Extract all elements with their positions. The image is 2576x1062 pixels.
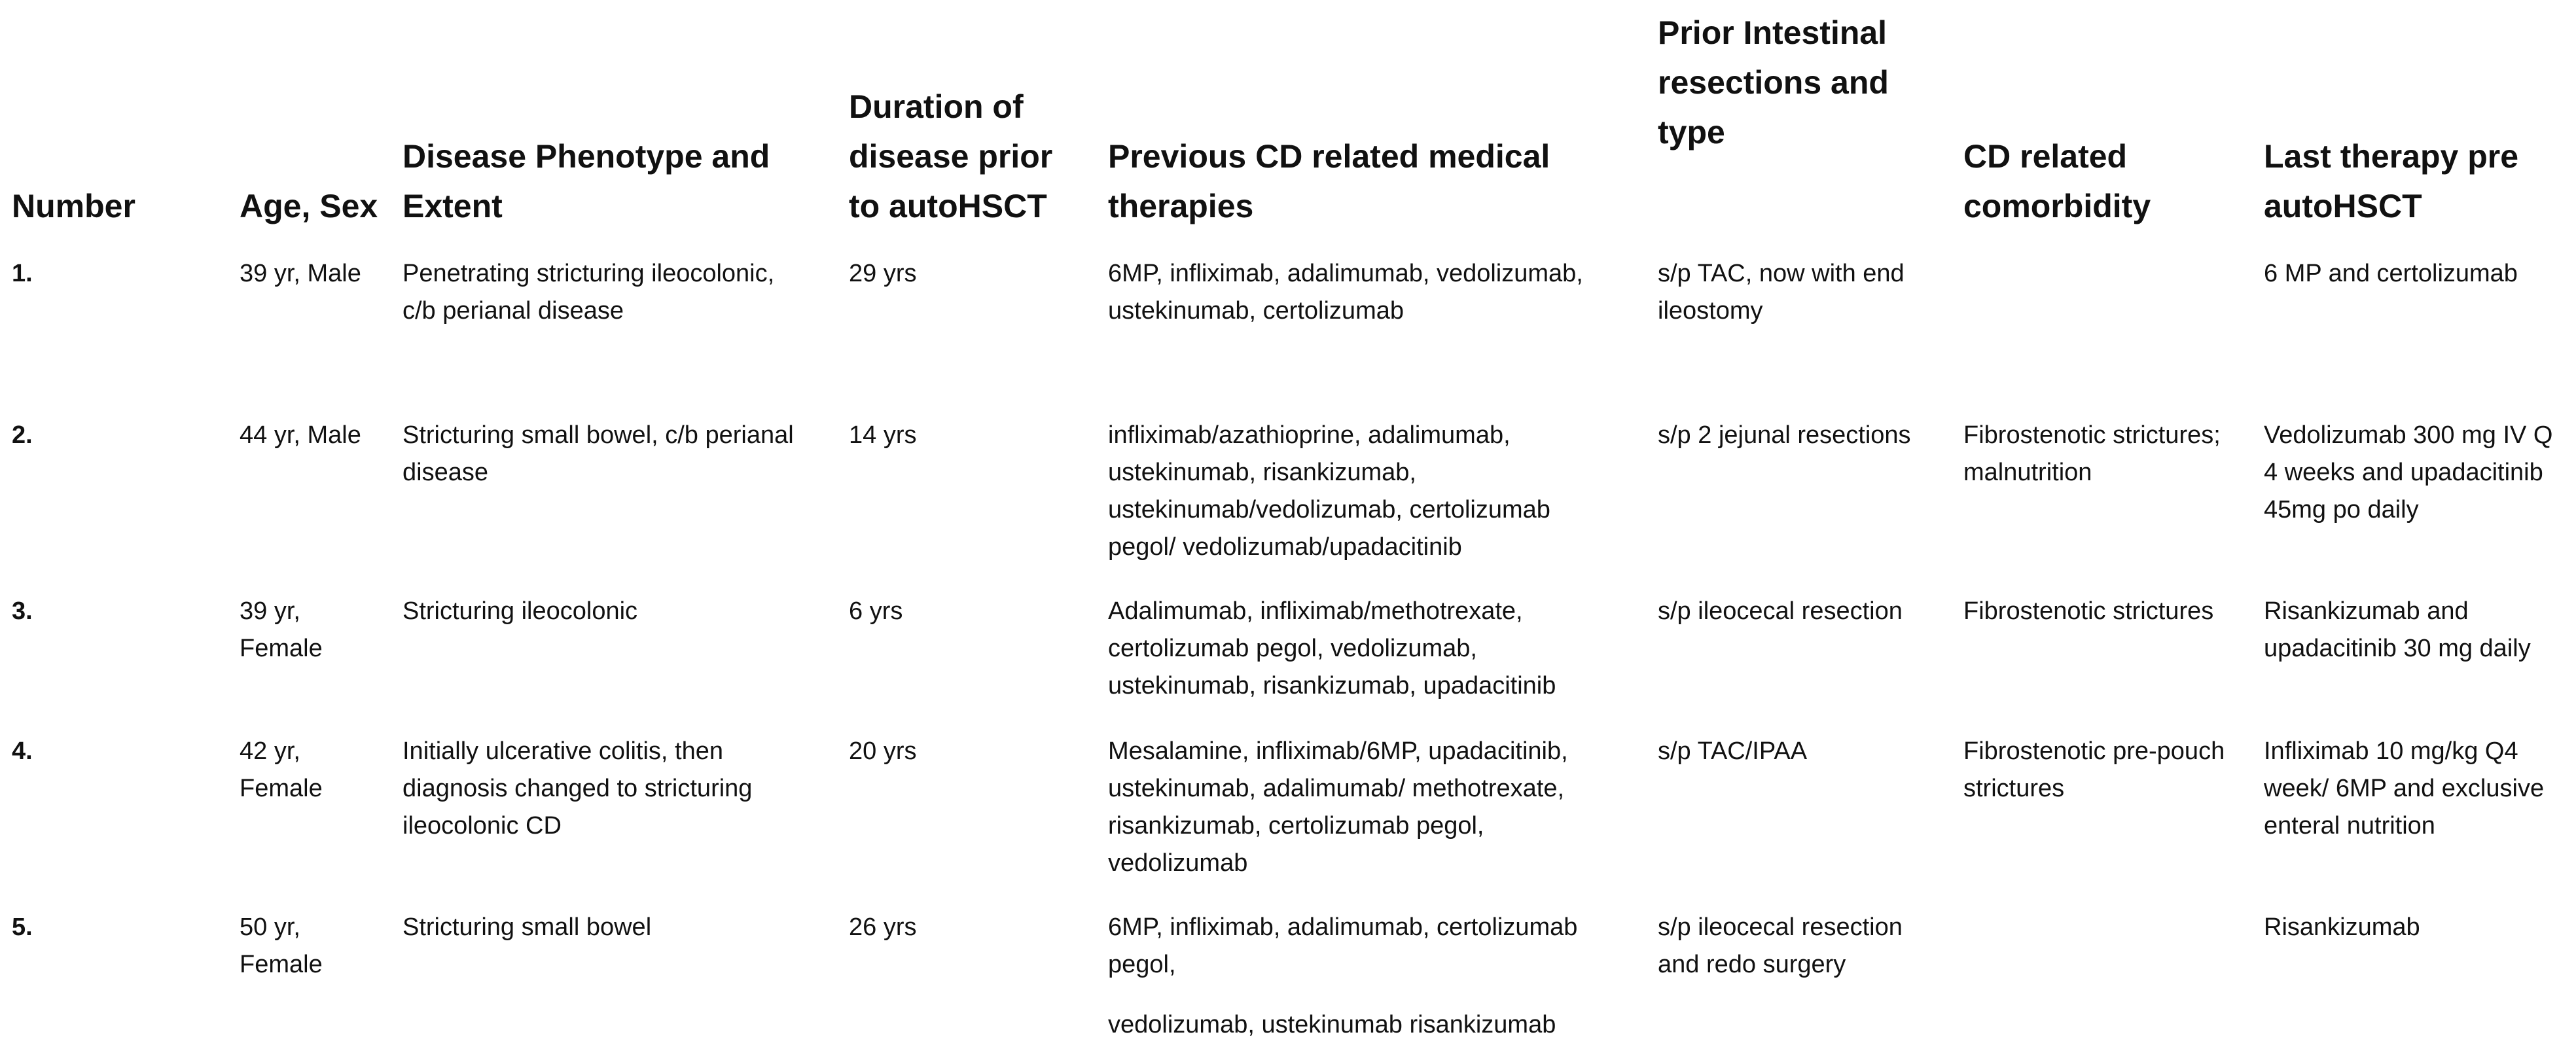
- row3-duration: 6 yrs: [849, 597, 903, 625]
- row2-duration: 14 yrs: [849, 421, 917, 449]
- row4-duration: 20 yrs: [849, 737, 917, 765]
- row5-therapies-continued: vedolizumab, ustekinumab risankizumab: [1108, 1011, 1556, 1038]
- row3-age-sex: 39 yr, Female: [240, 597, 323, 662]
- header-last-therapy: Last therapy pre autoHSCT: [2264, 138, 2519, 224]
- row3-comorbidity: Fibrostenotic strictures: [1963, 597, 2214, 625]
- row3-resections: s/p ileocecal resection: [1658, 597, 1903, 625]
- header-disease-phenotype: Disease Phenotype and Extent: [402, 138, 770, 224]
- row5-duration: 26 yrs: [849, 913, 917, 941]
- header-prior-resections: Prior Intestinal resections and type: [1658, 14, 1889, 150]
- row4-phenotype: Initially ulcerative colitis, then diagnosis changed to stricturing ileocolonic CD: [402, 737, 753, 840]
- row5-last-therapy: Risankizumab: [2264, 913, 2420, 941]
- row4-resections: s/p TAC/IPAA: [1658, 737, 1808, 765]
- row1-last-therapy: 6 MP and certolizumab: [2264, 260, 2518, 287]
- row2-phenotype: Stricturing small bowel, c/b perianal disease: [402, 421, 794, 486]
- row5-phenotype: Stricturing small bowel: [402, 913, 652, 941]
- header-duration: Duration of disease prior to autoHSCT: [849, 88, 1053, 224]
- row1-phenotype: Penetrating stricturing ileocolonic, c/b perianal disease: [402, 260, 775, 325]
- header-age-sex: Age, Sex: [240, 188, 378, 224]
- row3-number: 3.: [12, 597, 33, 625]
- row3-therapies: Adalimumab, infliximab/methotrexate, certolizumab pegol, vedolizumab, ustekinumab, risankizumab, upadacitinib: [1108, 597, 1556, 699]
- row3-phenotype: Stricturing ileocolonic: [402, 597, 638, 625]
- row2-therapies: infliximab/azathioprine, adalimumab, ustekinumab, risankizumab, ustekinumab/vedolizumab, certolizumab pegol/ vedolizumab/upadacitinib: [1108, 421, 1550, 561]
- row1-duration: 29 yrs: [849, 260, 917, 287]
- row1-age-sex: 39 yr, Male: [240, 260, 361, 287]
- row2-number: 2.: [12, 421, 33, 449]
- row4-therapies: Mesalamine, infliximab/6MP, upadacitinib, ustekinumab, adalimumab/ methotrexate, risankizumab, certolizumab pegol, vedolizumab: [1108, 737, 1568, 877]
- row2-resections: s/p 2 jejunal resections: [1658, 421, 1911, 449]
- row1-resections: s/p TAC, now with end ileostomy: [1658, 260, 1905, 325]
- row3-last-therapy: Risankizumab and upadacitinib 30 mg daily: [2264, 597, 2531, 662]
- row4-number: 4.: [12, 737, 33, 765]
- row1-number: 1.: [12, 260, 33, 287]
- row2-last-therapy: Vedolizumab 300 mg IV Q 4 weeks and upadacitinib 45mg po daily: [2264, 421, 2553, 523]
- header-number: Number: [12, 188, 135, 224]
- header-previous-therapies: Previous CD related medical therapies: [1108, 138, 1550, 224]
- row4-last-therapy: Infliximab 10 mg/kg Q4 week/ 6MP and exclusive enteral nutrition: [2264, 737, 2545, 840]
- row1-therapies: 6MP, infliximab, adalimumab, vedolizumab, ustekinumab, certolizumab: [1108, 260, 1583, 325]
- header-comorbidity: CD related comorbidity: [1963, 138, 2151, 224]
- row2-comorbidity: Fibrostenotic strictures; malnutrition: [1963, 421, 2221, 486]
- row5-resections: s/p ileocecal resection and redo surgery: [1658, 913, 1903, 978]
- row2-age-sex: 44 yr, Male: [240, 421, 361, 449]
- row5-age-sex: 50 yr, Female: [240, 913, 323, 978]
- row5-number: 5.: [12, 913, 33, 941]
- row4-comorbidity: Fibrostenotic pre-pouch strictures: [1963, 737, 2225, 802]
- row4-age-sex: 42 yr, Female: [240, 737, 323, 802]
- row5-therapies: 6MP, infliximab, adalimumab, certolizumab pegol,: [1108, 913, 1578, 978]
